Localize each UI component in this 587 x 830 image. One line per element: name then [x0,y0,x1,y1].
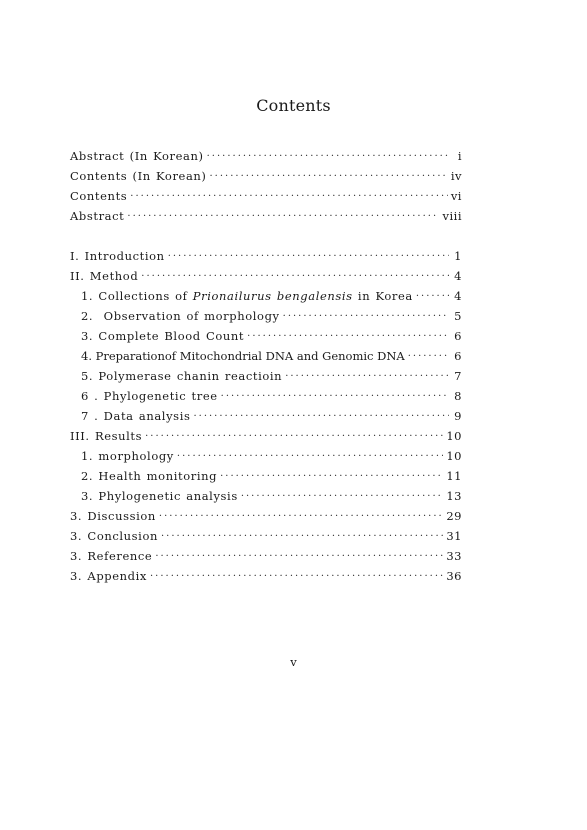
toc-entry-page: 31 [446,529,462,543]
dot-leader [408,347,449,367]
dot-leader [210,167,448,187]
toc-entry-data-analysis[interactable] [70,406,462,426]
dot-leader [141,267,449,287]
species-name: Prionailurus bengalensis [192,289,353,303]
toc-entry-appendix[interactable] [70,566,462,586]
toc-entry-contents-korean[interactable] [70,166,462,186]
toc-entry-abstract[interactable] [70,206,462,226]
toc-entry-label: Abstract [70,209,125,223]
toc-entry-page: viii [442,209,462,223]
toc-entry-page: 11 [446,469,462,483]
dot-leader [159,507,443,527]
toc-entry-preparation-dna[interactable] [70,346,462,366]
toc-entry-conclusion[interactable] [70,526,462,546]
toc-entry-page: 1 [454,249,462,263]
dot-leader [168,247,449,267]
toc-entry-label: Abstract (In Korean) [70,149,204,163]
toc-entry-abstract-korean[interactable] [70,146,462,166]
toc-entry-discussion[interactable] [70,506,462,526]
toc-entry-page: 7 [454,369,462,383]
toc-entry-page: 36 [446,569,462,583]
toc-entry-method[interactable] [70,266,462,286]
toc-entry-label: Contents [70,189,128,203]
toc-entry-page: 13 [446,489,462,503]
toc-entry-phylogenetic-tree[interactable] [70,386,462,406]
toc-entry-contents[interactable] [70,186,462,206]
page-title: Contents [256,96,331,115]
toc-entry-page: 9 [454,409,462,423]
toc-entry-page: 8 [454,389,462,403]
toc-entry-page: 6 [454,349,462,363]
toc-label-suffix: in Korea [352,289,413,303]
toc-entry-results[interactable] [70,426,462,446]
toc-entry-page: 10 [446,429,462,443]
dot-leader [220,467,443,487]
toc-entry-label: 2. Health monitoring [81,469,218,483]
page-number: v [290,655,297,669]
toc-entry-pcr[interactable] [70,366,462,386]
dot-leader [207,147,449,167]
toc-entry-health-monitoring[interactable] [70,466,462,486]
toc-entry-label: 4. Preparationof Mitochondrial DNA and Genomic DNA [81,349,405,363]
toc-label-prefix: 1. Collections of [81,289,193,303]
toc-entry-label: 6 . Phylogenetic tree [81,389,218,403]
toc-entry-page: 33 [446,549,462,563]
toc-entry-page: 29 [446,509,462,523]
toc-entry-reference[interactable] [70,546,462,566]
toc-entry-label: 1. morphology [81,449,174,463]
dot-leader [285,367,449,387]
toc-entry-label [81,286,413,306]
toc-entry-label: 2. Observation of morphology [81,309,280,323]
dot-leader [241,487,444,507]
dot-leader [221,387,449,407]
toc-entry-page: i [457,149,462,163]
toc-entry-label: II. Method [70,269,139,283]
dot-leader [247,327,449,347]
toc-entry-label: 3. Reference [70,549,153,563]
toc-entry-label: Contents (In Korean) [70,169,207,183]
toc-entry-label: 3. Discussion [70,509,156,523]
toc-entry-label: 3. Conclusion [70,529,158,543]
dot-leader [155,547,443,567]
toc-entry-page: 5 [454,309,462,323]
dot-leader [193,407,449,427]
toc-entry-label: 3. Appendix [70,569,147,583]
toc-entry-label: 5. Polymerase chanin reactioin [81,369,283,383]
toc-entry-morphology[interactable] [70,446,462,466]
dot-leader [161,527,443,547]
toc-entry-page: 4 [454,269,462,283]
dot-leader [145,427,443,447]
toc-entry-label: 3. Complete Blood Count [81,329,245,343]
dot-leader [130,187,448,207]
toc-entry-label: 3. Phylogenetic analysis [81,489,238,503]
dot-leader [150,567,443,587]
toc-entry-label: III. Results [70,429,143,443]
toc-entry-page: 10 [446,449,462,463]
toc-entry-collections[interactable] [70,286,462,306]
toc-entry-page: 4 [454,289,462,303]
toc-entry-page: vi [450,189,462,203]
table-of-contents [70,146,462,586]
toc-entry-observation-morphology[interactable] [70,306,462,326]
toc-entry-phylogenetic-analysis[interactable] [70,486,462,506]
toc-entry-label: 7 . Data analysis [81,409,191,423]
dot-leader [416,287,449,307]
dot-leader [127,207,439,227]
toc-entry-label: I. Introduction [70,249,165,263]
toc-entry-page: 6 [454,329,462,343]
dot-leader [283,307,449,327]
toc-entry-introduction[interactable] [70,246,462,266]
toc-entry-page: iv [450,169,462,183]
dot-leader [177,447,443,467]
toc-entry-complete-blood-count[interactable] [70,326,462,346]
